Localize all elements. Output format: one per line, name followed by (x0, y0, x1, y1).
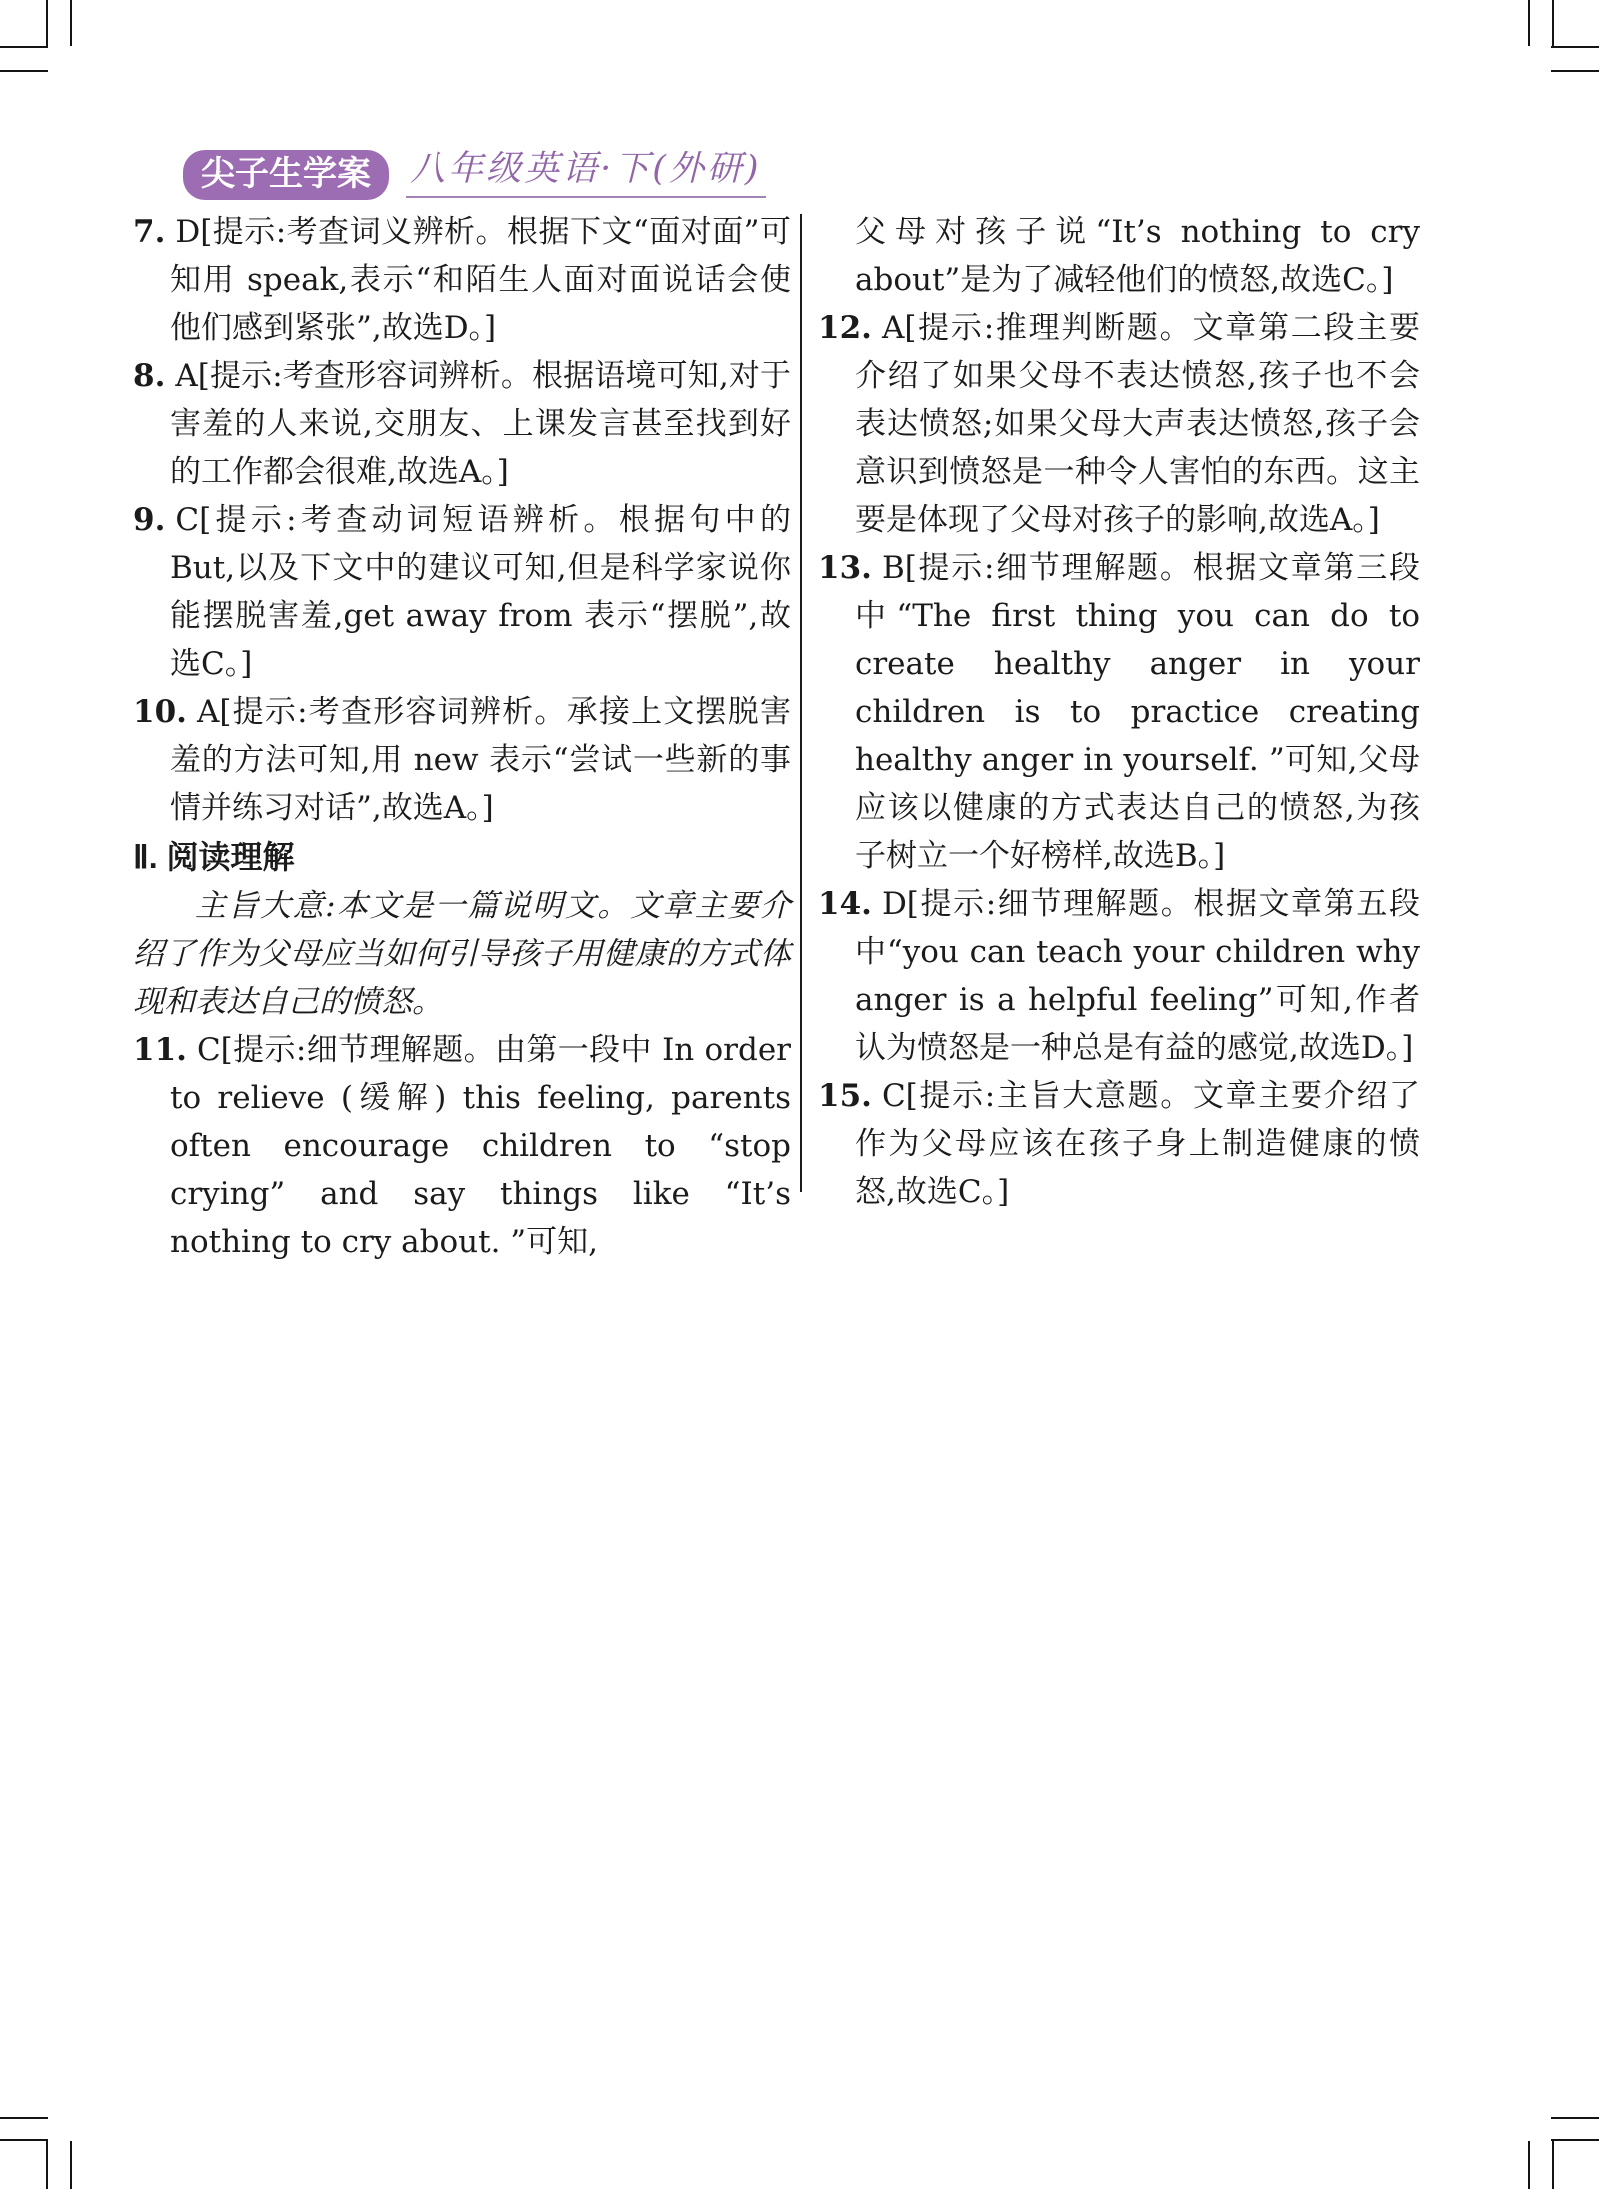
item-text: A[提示:考查形容词辨析。承接上文摆脱害羞的方法可知,用 new 表示“尝试一些新的事情并练习对话”,故选A。] (170, 694, 791, 826)
crop-mark (46, 2141, 48, 2189)
crop-mark (46, 0, 48, 46)
crop-mark (1552, 0, 1554, 46)
brand-badge: 尖子生学案 (183, 150, 389, 200)
answer-item-14 (818, 880, 1420, 1072)
item-number: 8. (133, 358, 166, 394)
answer-item-11 (133, 1026, 791, 1266)
item-number: 11. (133, 1032, 187, 1068)
crop-mark (1552, 2141, 1554, 2189)
item-number: 10. (133, 694, 187, 730)
crop-mark (1528, 0, 1530, 46)
summary-paragraph: 主旨大意:本文是一篇说明文。文章主要介绍了作为父母应当如何引导孩子用健康的方式体现和表达自己的愤怒。 (133, 888, 791, 1020)
item-text: C[提示:考查动词短语辨析。根据句中的 But,以及下文中的建议可知,但是科学家说你能摆脱害羞,get away from 表示“摆脱”,故选C。] (170, 502, 791, 682)
answer-item-15 (818, 1072, 1420, 1216)
item-text: D[提示:细节理解题。根据文章第五段中“you can teach your children why anger is a helpful feeling”可知,作者认为愤怒是一种总是有益的感觉,故选D。] (855, 886, 1420, 1066)
item-number: 15. (818, 1078, 872, 1114)
section-heading-reading: Ⅱ. 阅读理解 (133, 839, 295, 875)
page-header (183, 150, 766, 200)
answer-item-8 (133, 352, 791, 496)
crop-mark (1528, 2141, 1530, 2189)
crop-mark (70, 0, 72, 46)
crop-mark (1551, 70, 1599, 72)
item-number: 13. (818, 550, 872, 586)
left-column (133, 208, 791, 1266)
item-text: A[提示:推理判断题。文章第二段主要介绍了如果父母不表达愤怒,孩子也不会表达愤怒;如果父母大声表达愤怒,孩子会意识到愤怒是一种令人害怕的东西。这主要是体现了父母对孩子的影响,故选A。] (855, 310, 1420, 538)
item-text: B[提示:细节理解题。根据文章第三段中“The first thing you can do to create healthy anger in your children is to practice creating healthy anger in yourself. ”可知,父母应该以健康的方式表达自己的愤怒,为孩子树立一个好榜样,故选B。] (855, 550, 1420, 874)
item-text: C[提示:主旨大意题。文章主要介绍了作为父母应该在孩子身上制造健康的愤怒,故选C。] (855, 1078, 1420, 1210)
answer-item-11-continuation: 父母对孩子说“It’s nothing to cry about”是为了减轻他们的愤怒,故选C。] (855, 214, 1420, 298)
column-divider (800, 214, 802, 1192)
answer-item-13 (818, 544, 1420, 880)
item-text: D[提示:考查词义辨析。根据下文“面对面”可知用 speak,表示“和陌生人面对面说话会使他们感到紧张”,故选D。] (170, 214, 791, 346)
item-number: 12. (818, 310, 872, 346)
item-number: 7. (133, 214, 166, 250)
answer-item-7 (133, 208, 791, 352)
item-text: C[提示:细节理解题。由第一段中 In order to relieve (缓解) this feeling, parents often encourage children to “stop crying” and say things like “It’s nothing to cry about. ”可知, (170, 1032, 791, 1260)
crop-mark (1551, 46, 1599, 48)
crop-mark (1551, 2117, 1599, 2119)
crop-mark (0, 2117, 48, 2119)
answer-item-9 (133, 496, 791, 688)
crop-mark (70, 2141, 72, 2189)
item-number: 14. (818, 886, 872, 922)
crop-mark (0, 70, 48, 72)
crop-mark (0, 2139, 48, 2141)
answer-item-12 (818, 304, 1420, 544)
crop-mark (0, 46, 48, 48)
crop-mark (1551, 2139, 1599, 2141)
item-text: A[提示:考查形容词辨析。根据语境可知,对于害羞的人来说,交朋友、上课发言甚至找到好的工作都会很难,故选A。] (170, 358, 791, 490)
item-number: 9. (133, 502, 166, 538)
course-title: 八年级英语·下(外研) (406, 152, 765, 198)
answer-item-10 (133, 688, 791, 832)
right-column (818, 208, 1420, 1216)
